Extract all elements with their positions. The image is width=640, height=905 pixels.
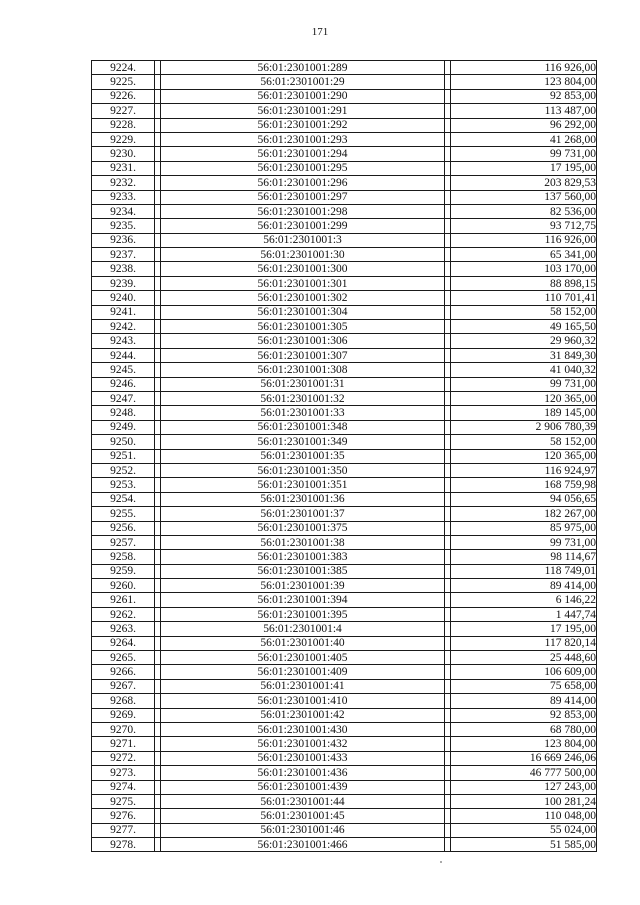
value-cell: 55 024,00 <box>451 823 597 837</box>
table-row <box>92 348 597 362</box>
value-cell: 113 487,00 <box>451 104 597 118</box>
row-number-cell: 9249. <box>92 420 155 434</box>
table-row <box>92 219 597 233</box>
value-cell: 58 152,00 <box>451 305 597 319</box>
table-row <box>92 363 597 377</box>
value-cell: 41 040,32 <box>451 363 597 377</box>
table-row <box>92 276 597 290</box>
row-number-cell: 9266. <box>92 665 155 679</box>
cadastral-number-cell: 56:01:2301001:40 <box>161 636 445 650</box>
cadastral-number-cell: 56:01:2301001:298 <box>161 204 445 218</box>
value-cell: 17 195,00 <box>451 622 597 636</box>
value-cell: 127 243,00 <box>451 780 597 794</box>
cadastral-number-cell: 56:01:2301001:466 <box>161 838 445 852</box>
table-row <box>92 391 597 405</box>
cadastral-number-cell: 56:01:2301001:383 <box>161 550 445 564</box>
row-number-cell: 9226. <box>92 89 155 103</box>
table-row <box>92 492 597 506</box>
table-row <box>92 751 597 765</box>
table-row <box>92 651 597 665</box>
value-cell: 93 712,75 <box>451 219 597 233</box>
row-number-cell: 9258. <box>92 550 155 564</box>
cadastral-number-cell: 56:01:2301001:29 <box>161 75 445 89</box>
value-cell: 58 152,00 <box>451 435 597 449</box>
cadastral-number-cell: 56:01:2301001:307 <box>161 348 445 362</box>
table-row <box>92 118 597 132</box>
table-row <box>92 766 597 780</box>
row-number-cell: 9250. <box>92 435 155 449</box>
value-cell: 2 906 780,39 <box>451 420 597 434</box>
table-row <box>92 708 597 722</box>
row-number-cell: 9265. <box>92 651 155 665</box>
value-cell: 106 609,00 <box>451 665 597 679</box>
table-row <box>92 622 597 636</box>
table-row <box>92 334 597 348</box>
cadastral-number-cell: 56:01:2301001:436 <box>161 766 445 780</box>
table-row <box>92 161 597 175</box>
row-number-cell: 9271. <box>92 737 155 751</box>
value-cell: 123 804,00 <box>451 737 597 751</box>
value-cell: 182 267,00 <box>451 507 597 521</box>
row-number-cell: 9245. <box>92 363 155 377</box>
row-number-cell: 9243. <box>92 334 155 348</box>
cadastral-number-cell: 56:01:2301001:300 <box>161 262 445 276</box>
table-row <box>92 463 597 477</box>
table-row <box>92 665 597 679</box>
value-cell: 46 777 500,00 <box>451 766 597 780</box>
value-cell: 116 924,97 <box>451 463 597 477</box>
row-number-cell: 9224. <box>92 61 155 75</box>
cadastral-number-cell: 56:01:2301001:439 <box>161 780 445 794</box>
cadastral-number-cell: 56:01:2301001:4 <box>161 622 445 636</box>
value-cell: 110 048,00 <box>451 809 597 823</box>
row-number-cell: 9277. <box>92 823 155 837</box>
row-number-cell: 9270. <box>92 722 155 736</box>
cadastral-number-cell: 56:01:2301001:301 <box>161 276 445 290</box>
table-row <box>92 809 597 823</box>
table-row <box>92 262 597 276</box>
value-cell: 120 365,00 <box>451 449 597 463</box>
table-row <box>92 679 597 693</box>
registry-table-body <box>92 61 597 852</box>
cadastral-number-cell: 56:01:2301001:31 <box>161 377 445 391</box>
cadastral-number-cell: 56:01:2301001:433 <box>161 751 445 765</box>
row-number-cell: 9267. <box>92 679 155 693</box>
row-number-cell: 9241. <box>92 305 155 319</box>
cadastral-number-cell: 56:01:2301001:306 <box>161 334 445 348</box>
cadastral-number-cell: 56:01:2301001:297 <box>161 190 445 204</box>
value-cell: 123 804,00 <box>451 75 597 89</box>
row-number-cell: 9240. <box>92 291 155 305</box>
value-cell: 25 448,60 <box>451 651 597 665</box>
cadastral-number-cell: 56:01:2301001:38 <box>161 535 445 549</box>
table-row <box>92 435 597 449</box>
table-row <box>92 420 597 434</box>
cadastral-number-cell: 56:01:2301001:375 <box>161 521 445 535</box>
value-cell: 68 780,00 <box>451 722 597 736</box>
row-number-cell: 9233. <box>92 190 155 204</box>
cadastral-number-cell: 56:01:2301001:30 <box>161 248 445 262</box>
table-row <box>92 406 597 420</box>
row-number-cell: 9232. <box>92 176 155 190</box>
value-cell: 118 749,01 <box>451 564 597 578</box>
cadastral-number-cell: 56:01:2301001:349 <box>161 435 445 449</box>
cadastral-number-cell: 56:01:2301001:33 <box>161 406 445 420</box>
value-cell: 189 145,00 <box>451 406 597 420</box>
value-cell: 29 960,32 <box>451 334 597 348</box>
table-row <box>92 550 597 564</box>
cadastral-number-cell: 56:01:2301001:41 <box>161 679 445 693</box>
row-number-cell: 9246. <box>92 377 155 391</box>
cadastral-number-cell: 56:01:2301001:42 <box>161 708 445 722</box>
row-number-cell: 9264. <box>92 636 155 650</box>
value-cell: 6 146,22 <box>451 593 597 607</box>
table-row <box>92 794 597 808</box>
table-row <box>92 305 597 319</box>
table-row <box>92 564 597 578</box>
value-cell: 49 165,50 <box>451 320 597 334</box>
cadastral-number-cell: 56:01:2301001:292 <box>161 118 445 132</box>
value-cell: 137 560,00 <box>451 190 597 204</box>
table-row <box>92 233 597 247</box>
cadastral-number-cell: 56:01:2301001:432 <box>161 737 445 751</box>
table-row <box>92 535 597 549</box>
table-row <box>92 579 597 593</box>
row-number-cell: 9229. <box>92 132 155 146</box>
table-row <box>92 780 597 794</box>
row-number-cell: 9235. <box>92 219 155 233</box>
table-row <box>92 593 597 607</box>
cadastral-number-cell: 56:01:2301001:395 <box>161 607 445 621</box>
cadastral-number-cell: 56:01:2301001:32 <box>161 391 445 405</box>
value-cell: 116 926,00 <box>451 61 597 75</box>
row-number-cell: 9268. <box>92 694 155 708</box>
table-row <box>92 722 597 736</box>
value-cell: 110 701,41 <box>451 291 597 305</box>
registry-table <box>91 60 597 852</box>
value-cell: 96 292,00 <box>451 118 597 132</box>
value-cell: 100 281,24 <box>451 794 597 808</box>
row-number-cell: 9239. <box>92 276 155 290</box>
cadastral-number-cell: 56:01:2301001:430 <box>161 722 445 736</box>
table-row <box>92 607 597 621</box>
cadastral-number-cell: 56:01:2301001:37 <box>161 507 445 521</box>
row-number-cell: 9276. <box>92 809 155 823</box>
cadastral-number-cell: 56:01:2301001:348 <box>161 420 445 434</box>
table-row <box>92 507 597 521</box>
row-number-cell: 9234. <box>92 204 155 218</box>
table-row <box>92 478 597 492</box>
cadastral-number-cell: 56:01:2301001:36 <box>161 492 445 506</box>
row-number-cell: 9225. <box>92 75 155 89</box>
row-number-cell: 9257. <box>92 535 155 549</box>
value-cell: 82 536,00 <box>451 204 597 218</box>
cadastral-number-cell: 56:01:2301001:289 <box>161 61 445 75</box>
cadastral-number-cell: 56:01:2301001:296 <box>161 176 445 190</box>
table-row <box>92 190 597 204</box>
value-cell: 98 114,67 <box>451 550 597 564</box>
cadastral-number-cell: 56:01:2301001:290 <box>161 89 445 103</box>
cadastral-number-cell: 56:01:2301001:44 <box>161 794 445 808</box>
table-row <box>92 694 597 708</box>
row-number-cell: 9272. <box>92 751 155 765</box>
row-number-cell: 9254. <box>92 492 155 506</box>
value-cell: 99 731,00 <box>451 147 597 161</box>
row-number-cell: 9251. <box>92 449 155 463</box>
cadastral-number-cell: 56:01:2301001:45 <box>161 809 445 823</box>
table-row <box>92 104 597 118</box>
row-number-cell: 9255. <box>92 507 155 521</box>
cadastral-number-cell: 56:01:2301001:39 <box>161 579 445 593</box>
value-cell: 75 658,00 <box>451 679 597 693</box>
row-number-cell: 9261. <box>92 593 155 607</box>
value-cell: 116 926,00 <box>451 233 597 247</box>
cadastral-number-cell: 56:01:2301001:304 <box>161 305 445 319</box>
row-number-cell: 9247. <box>92 391 155 405</box>
table-row <box>92 61 597 75</box>
row-number-cell: 9259. <box>92 564 155 578</box>
row-number-cell: 9269. <box>92 708 155 722</box>
value-cell: 117 820,14 <box>451 636 597 650</box>
cadastral-number-cell: 56:01:2301001:385 <box>161 564 445 578</box>
row-number-cell: 9275. <box>92 794 155 808</box>
cadastral-number-cell: 56:01:2301001:294 <box>161 147 445 161</box>
table-row <box>92 89 597 103</box>
cadastral-number-cell: 56:01:2301001:46 <box>161 823 445 837</box>
row-number-cell: 9237. <box>92 248 155 262</box>
row-number-cell: 9236. <box>92 233 155 247</box>
table-row <box>92 449 597 463</box>
value-cell: 89 414,00 <box>451 579 597 593</box>
cadastral-number-cell: 56:01:2301001:405 <box>161 651 445 665</box>
value-cell: 92 853,00 <box>451 89 597 103</box>
table-row <box>92 636 597 650</box>
cadastral-number-cell: 56:01:2301001:35 <box>161 449 445 463</box>
value-cell: 168 759,98 <box>451 478 597 492</box>
value-cell: 120 365,00 <box>451 391 597 405</box>
table-row <box>92 204 597 218</box>
row-number-cell: 9262. <box>92 607 155 621</box>
value-cell: 31 849,30 <box>451 348 597 362</box>
value-cell: 92 853,00 <box>451 708 597 722</box>
cadastral-number-cell: 56:01:2301001:409 <box>161 665 445 679</box>
row-number-cell: 9230. <box>92 147 155 161</box>
table-row <box>92 320 597 334</box>
row-number-cell: 9278. <box>92 838 155 852</box>
table-row <box>92 838 597 852</box>
table-row <box>92 737 597 751</box>
cadastral-number-cell: 56:01:2301001:291 <box>161 104 445 118</box>
row-number-cell: 9244. <box>92 348 155 362</box>
table-row <box>92 147 597 161</box>
table-row <box>92 176 597 190</box>
value-cell: 99 731,00 <box>451 535 597 549</box>
row-number-cell: 9273. <box>92 766 155 780</box>
cadastral-number-cell: 56:01:2301001:293 <box>161 132 445 146</box>
value-cell: 89 414,00 <box>451 694 597 708</box>
value-cell: 51 585,00 <box>451 838 597 852</box>
row-number-cell: 9263. <box>92 622 155 636</box>
value-cell: 99 731,00 <box>451 377 597 391</box>
value-cell: 1 447,74 <box>451 607 597 621</box>
cadastral-number-cell: 56:01:2301001:295 <box>161 161 445 175</box>
value-cell: 103 170,00 <box>451 262 597 276</box>
cadastral-number-cell: 56:01:2301001:410 <box>161 694 445 708</box>
row-number-cell: 9242. <box>92 320 155 334</box>
value-cell: 85 975,00 <box>451 521 597 535</box>
table-row <box>92 521 597 535</box>
value-cell: 94 056,65 <box>451 492 597 506</box>
cadastral-number-cell: 56:01:2301001:394 <box>161 593 445 607</box>
table-row <box>92 823 597 837</box>
table-row <box>92 75 597 89</box>
value-cell: 203 829,53 <box>451 176 597 190</box>
row-number-cell: 9252. <box>92 463 155 477</box>
cadastral-number-cell: 56:01:2301001:299 <box>161 219 445 233</box>
row-number-cell: 9227. <box>92 104 155 118</box>
row-number-cell: 9248. <box>92 406 155 420</box>
value-cell: 65 341,00 <box>451 248 597 262</box>
row-number-cell: 9274. <box>92 780 155 794</box>
cadastral-number-cell: 56:01:2301001:308 <box>161 363 445 377</box>
page-number: 171 <box>311 26 329 38</box>
cadastral-number-cell: 56:01:2301001:302 <box>161 291 445 305</box>
value-cell: 17 195,00 <box>451 161 597 175</box>
table-row <box>92 291 597 305</box>
cadastral-number-cell: 56:01:2301001:350 <box>161 463 445 477</box>
table-row <box>92 132 597 146</box>
cadastral-number-cell: 56:01:2301001:305 <box>161 320 445 334</box>
row-number-cell: 9238. <box>92 262 155 276</box>
cadastral-number-cell: 56:01:2301001:3 <box>161 233 445 247</box>
table-row <box>92 377 597 391</box>
value-cell: 41 268,00 <box>451 132 597 146</box>
row-number-cell: 9256. <box>92 521 155 535</box>
table-row <box>92 248 597 262</box>
row-number-cell: 9260. <box>92 579 155 593</box>
scan-speck <box>440 861 442 863</box>
row-number-cell: 9231. <box>92 161 155 175</box>
row-number-cell: 9228. <box>92 118 155 132</box>
cadastral-number-cell: 56:01:2301001:351 <box>161 478 445 492</box>
row-number-cell: 9253. <box>92 478 155 492</box>
value-cell: 16 669 246,06 <box>451 751 597 765</box>
value-cell: 88 898,15 <box>451 276 597 290</box>
